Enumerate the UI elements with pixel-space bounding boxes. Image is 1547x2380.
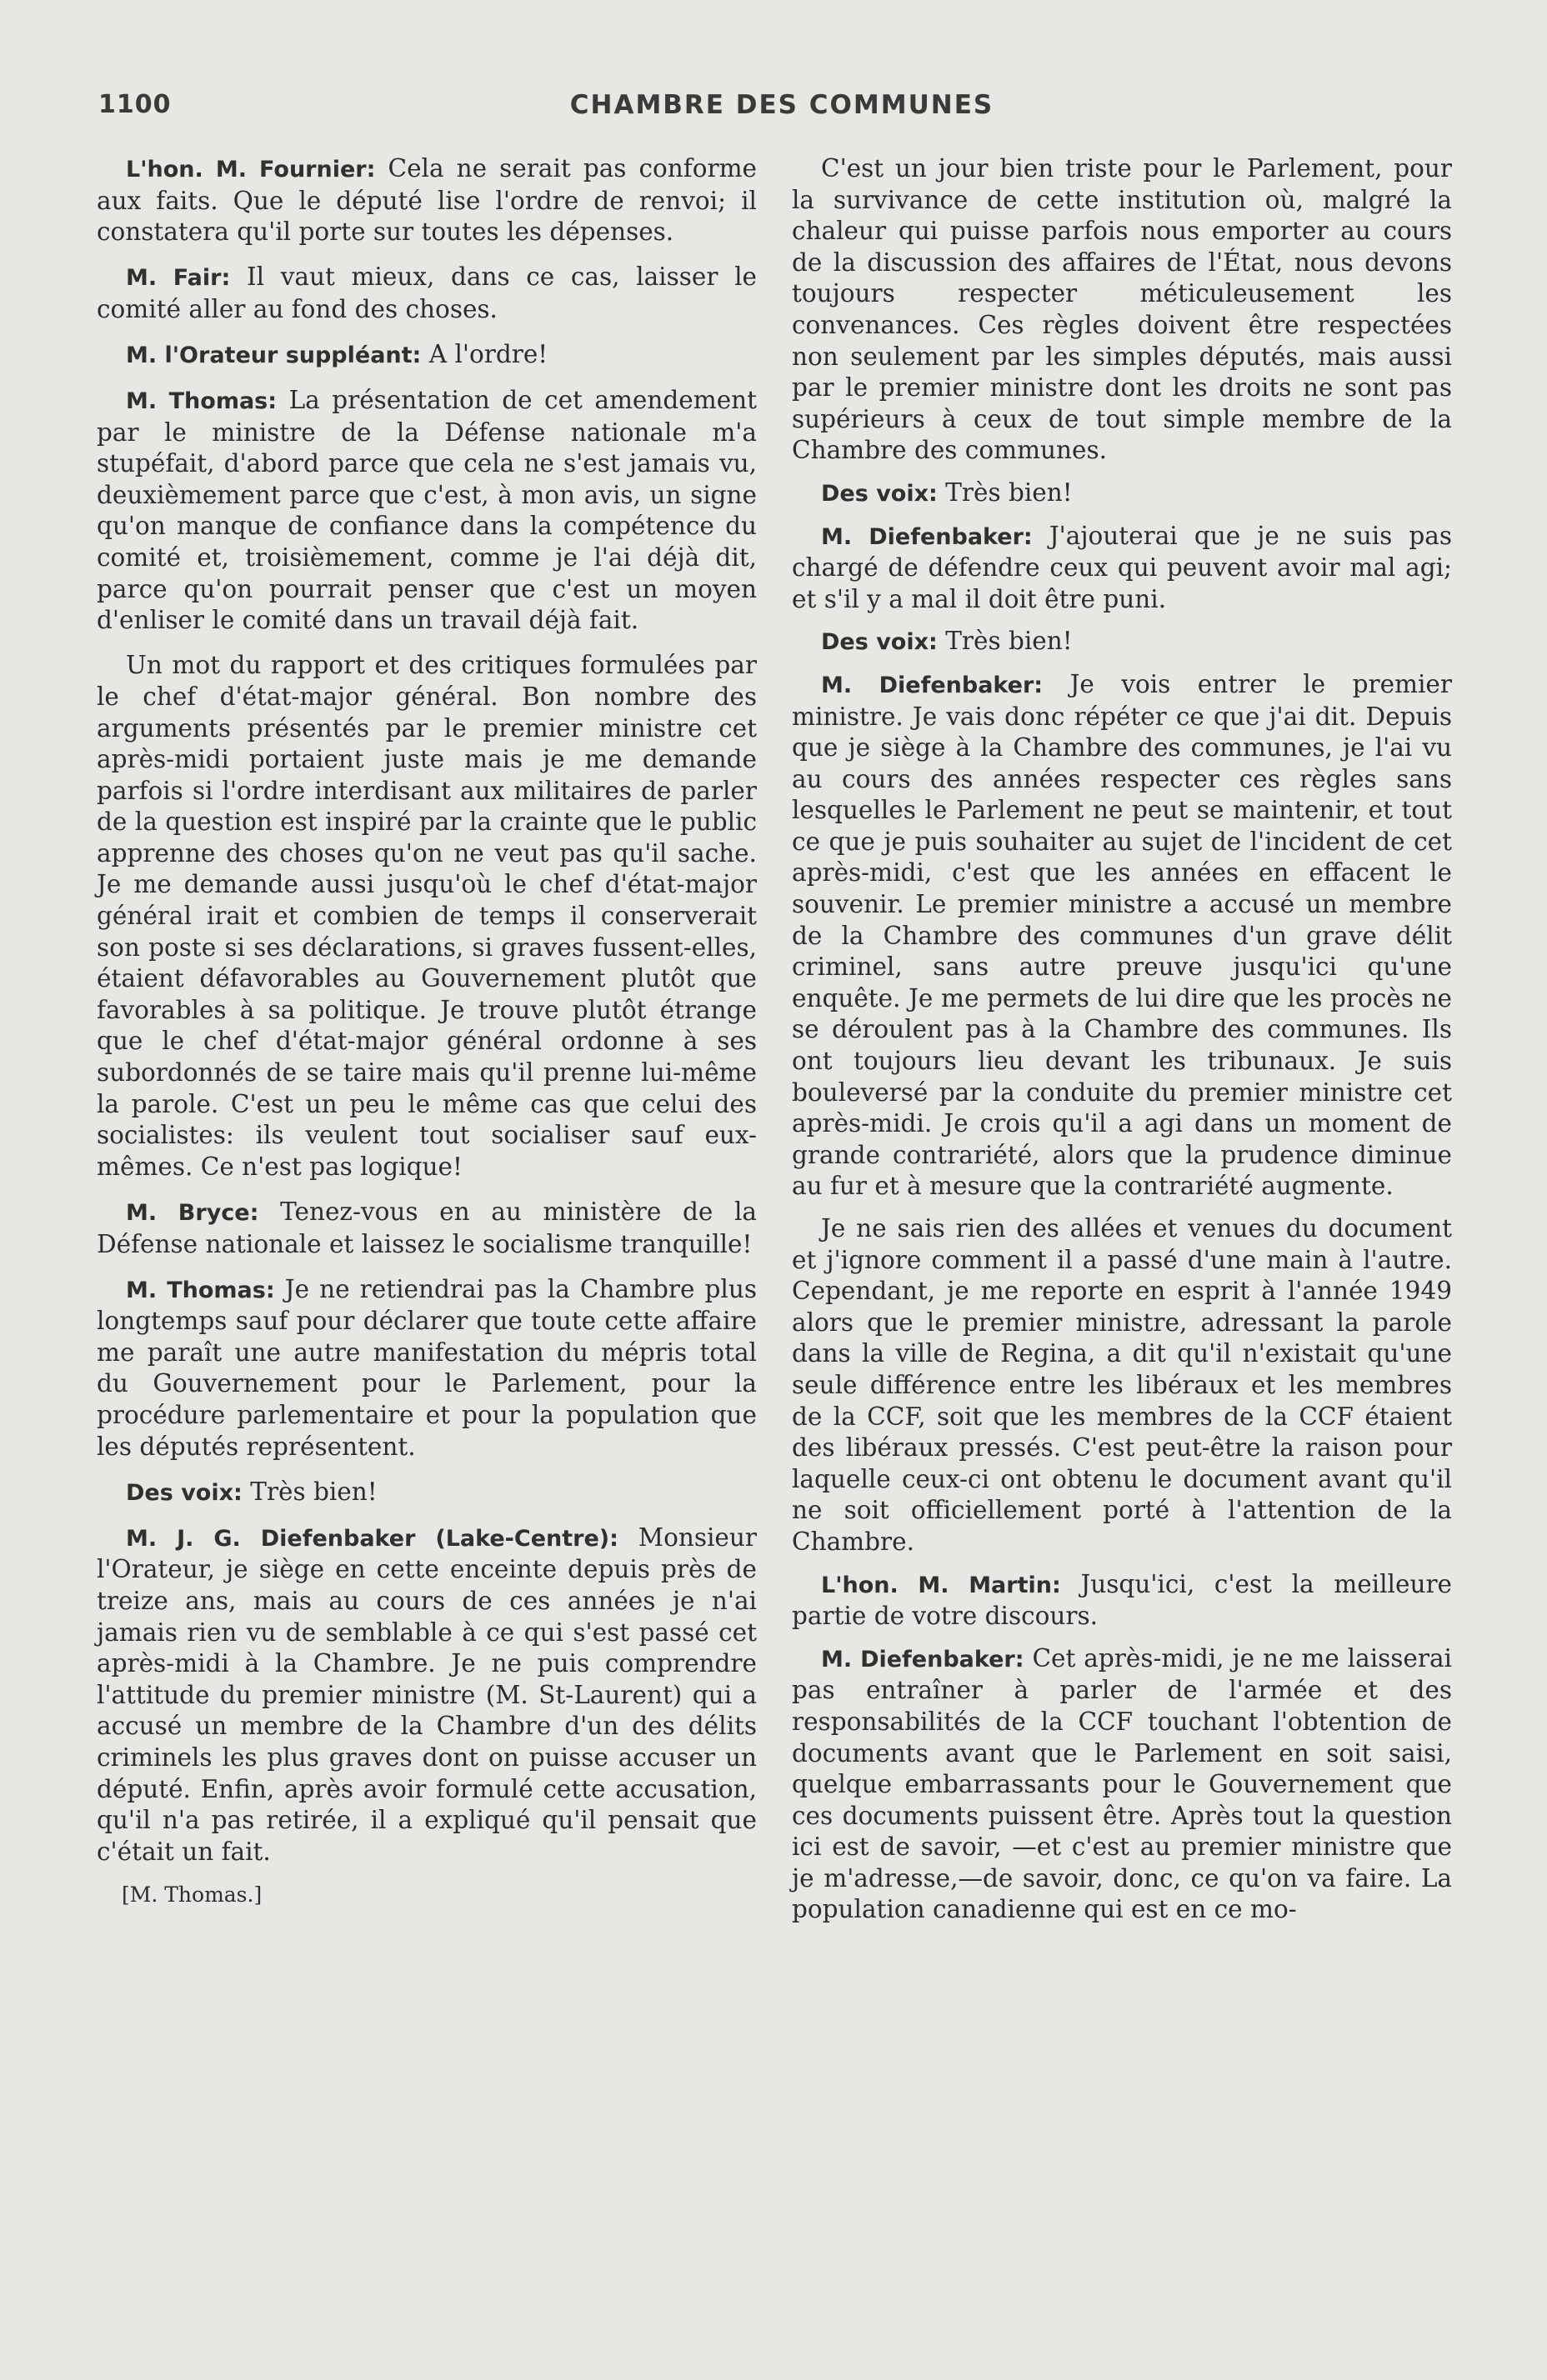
speaker: M. Diefenbaker: bbox=[821, 1646, 1024, 1672]
speaker: M. Fair: bbox=[126, 265, 231, 292]
paragraph-text: Très bien! bbox=[250, 1477, 378, 1506]
paragraph-text: Cet après-midi, je ne me laisserai pas entraîner à parler de l'armée et des responsabilités de la CCF touchant l'obtention de documents avant que le Parlement en soit saisi, quelque embarrassants pour le Gouvernement que ces documents puissent être. Après tout la question ici est de savoir, —et c'est au premier ministre que je m'adresse,—de savoir, donc, ce qu'on va faire. La population canadienne qui est en ce mo- bbox=[792, 1643, 1452, 1924]
paragraph bbox=[97, 339, 757, 372]
left-column bbox=[97, 153, 757, 1908]
paragraph-text: Jusqu'ici, c'est la meilleure partie de votre discours. bbox=[792, 1569, 1453, 1631]
speaker: Des voix: bbox=[821, 480, 938, 507]
speaker: M. Diefenbaker: bbox=[821, 523, 1033, 550]
paragraph bbox=[792, 1569, 1452, 1632]
paragraph bbox=[792, 1643, 1452, 1926]
paragraph bbox=[97, 650, 757, 1182]
paragraph-text: Tenez-vous en au ministère de la Défense nationale et laissez le socialisme tranquille! bbox=[97, 1197, 758, 1258]
paragraph bbox=[792, 626, 1452, 658]
paragraph-text: La présentation de cet amendement par le ministre de la Défense nationale m'a stupéfait, d'abord parce que cela ne s'est jamais vu, deuxièmement parce que c'est, à mon avis, un signe qu'on manque de confiance dans la compétence du comité et, troisièmement, comme je l'ai déjà dit, parce qu'on pourrait penser que c'est un moyen d'enliser le comité dans un travail déjà fait. bbox=[97, 386, 758, 635]
speaker: Des voix: bbox=[821, 629, 938, 656]
paragraph bbox=[97, 262, 757, 325]
paragraph bbox=[792, 669, 1452, 1202]
paragraph-text: Très bien! bbox=[945, 627, 1073, 656]
paragraph bbox=[792, 1213, 1452, 1558]
paragraph-text: Je ne retiendrai pas la Chambre plus longtemps sauf pour déclarer que toute cette affaire me paraît une autre manifestation du mépris total du Gouvernement pour le Parlement, pour la procédure parlementaire et pour la population que les députés représentent. bbox=[97, 1274, 757, 1461]
speaker: M. l'Orateur suppléant: bbox=[126, 342, 422, 368]
speaker: L'hon. M. Fournier: bbox=[126, 157, 376, 182]
paragraph bbox=[792, 478, 1452, 510]
paragraph-text: Cela ne serait pas conforme aux faits. Que le député lise l'ordre de renvoi; il constatera qu'il porte sur toutes les dépenses. bbox=[97, 154, 758, 247]
paragraph bbox=[97, 385, 757, 637]
paragraph bbox=[97, 1197, 757, 1260]
paragraph bbox=[97, 1522, 757, 1868]
speaker: M. Bryce: bbox=[126, 1199, 259, 1226]
paragraph-text: A l'ordre! bbox=[428, 339, 548, 368]
paragraph-text: Un mot du rapport et des critiques formulées par le chef d'état-major général. Bon nombre des arguments présentés par le premier ministre cet après-midi portaient juste mais je me demande parfois si l'ordre interdisant aux militaires de parler de la question est inspiré par la crainte que le public apprenne des choses qu'on ne veut pas qu'il sache. Je me demande aussi jusqu'où le chef d'état-major général irait et combien de temps il conserverait son poste si ses déclarations, si graves fussent-elles, étaient défavorables au Gouvernement plutôt que favorables à sa politique. Je trouve plutôt étrange que le chef d'état-major général ordonne à ses subordonnés de se taire mais qu'il prenne lui-même la parole. C'est un peu le même cas que celui des socialistes: ils veulent tout socialiser sauf eux-mêmes. Ce n'est pas logique! bbox=[97, 651, 757, 1181]
speaker: M. Thomas: bbox=[126, 388, 278, 415]
speaker: L'hon. M. Martin: bbox=[821, 1572, 1061, 1598]
running-head: CHAMBRE DES COMMUNES bbox=[569, 90, 994, 120]
right-column bbox=[792, 153, 1452, 1937]
speaker: M. Diefenbaker: bbox=[821, 672, 1044, 698]
footnote: [M. Thomas.] bbox=[122, 1882, 263, 1907]
paragraph bbox=[792, 153, 1452, 467]
paragraph-text: J'ajouterai que je ne suis pas chargé de défendre ceux qui peuvent avoir mal agi; et s'il y a mal il doit être puni. bbox=[792, 521, 1452, 613]
speaker: M. J. G. Diefenbaker (Lake-Centre): bbox=[126, 1525, 618, 1552]
paragraph-text: C'est un jour bien triste pour le Parlement, pour la survivance de cette institution où, malgré la chaleur qui puisse parfois nous emporter au cours de la discussion des affaires de l'État, nous devons toujours respecter méticuleusement les convenances. Ces règles doivent être respectées non seulement par les simples députés, mais aussi par le premier ministre dont les droits ne sont pas supérieurs à ceux de tout simple membre de la Chambre des communes. bbox=[792, 154, 1452, 465]
paragraph-text: Je vois entrer le premier ministre. Je vais donc répéter ce que j'ai dit. Depuis que je siège à la Chambre des communes, je l'ai vu au cours des années respecter ces règles sans lesquelles le Parlement ne peut se maintenir, et tout ce que je puis souhaiter au sujet de l'incident de cet après-midi, c'est que les années en effacent le souvenir. Le premier ministre a accusé un membre de la Chambre des communes d'un grave délit criminel, sans autre preuve jusqu'ici qu'une enquête. Je me permets de lui dire que les procès ne se déroulent pas à la Chambre des communes. Ils ont toujours lieu devant les tribunaux. Je suis bouleversé par la conduite du premier ministre cet après-midi. Je crois qu'il a agi dans un moment de grande contrariété, alors que la prudence diminue au fur et à mesure que la contrariété augmente. bbox=[792, 669, 1452, 1201]
speaker: Des voix: bbox=[126, 1479, 243, 1506]
paragraph bbox=[97, 153, 757, 248]
paragraph bbox=[97, 1274, 757, 1463]
paragraph-text: Monsieur l'Orateur, je siège en cette enceinte depuis près de treize ans, mais au cours de ces années je n'ai jamais rien vu de semblable à ce qui s'est passé cet après-midi à la Chambre. Je ne puis comprendre l'attitude du premier ministre (M. St-Laurent) qui a accusé un membre de la Chambre d'un des délits criminels les plus graves dont on puisse accuser un député. Enfin, après avoir formulé cette accusation, qu'il n'a pas retirée, il a expliqué qu'il pensait que c'était un fait. bbox=[97, 1522, 757, 1866]
paragraph bbox=[97, 1477, 757, 1509]
page-number: 1100 bbox=[98, 90, 172, 119]
paragraph-text: Très bien! bbox=[945, 478, 1073, 507]
paragraph-text: Il vaut mieux, dans ce cas, laisser le comité aller au fond des choses. bbox=[97, 262, 758, 323]
page-header bbox=[98, 90, 1465, 130]
paragraph bbox=[792, 521, 1452, 616]
paragraph-text: Je ne sais rien des allées et venues du document et j'ignore comment il a passé d'une main à l'autre. Cependant, je me reporte en esprit à l'année 1949 alors que le premier ministre, adressant la parole dans la ville de Regina, a dit qu'il n'existait qu'une seule différence entre les libéraux et les membres de la CCF, soit que les membres de la CCF étaient des libéraux pressés. C'est peut-être la raison pour laquelle ceux-ci ont obtenu le document avant qu'il ne soit officiellement porté à l'attention de la Chambre. bbox=[792, 1214, 1452, 1556]
speaker: M. Thomas: bbox=[126, 1277, 275, 1303]
